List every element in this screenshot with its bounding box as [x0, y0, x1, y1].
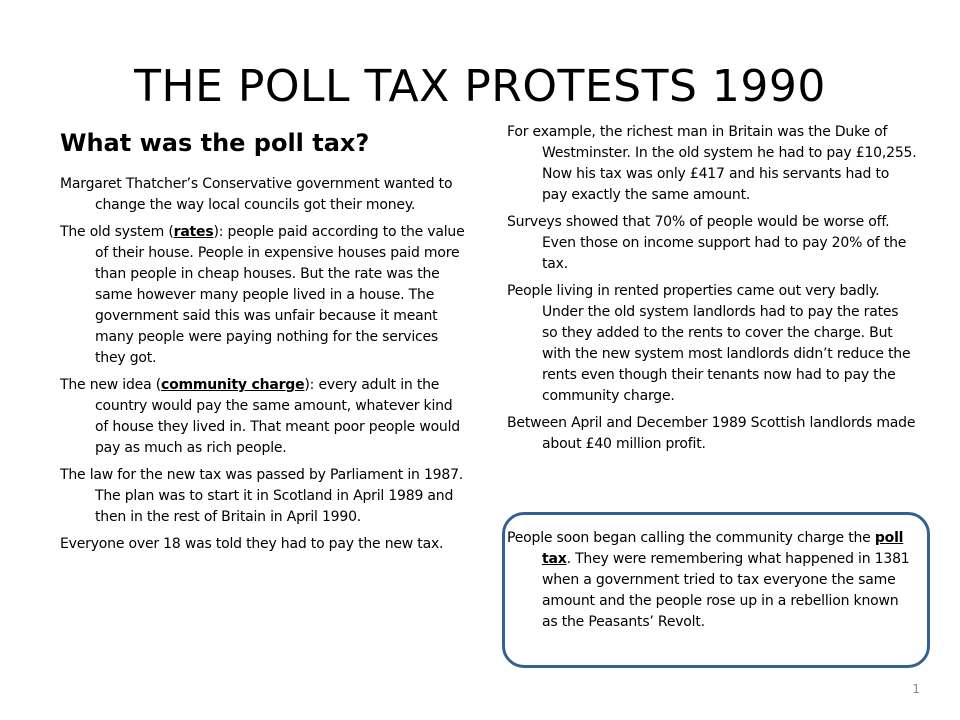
term-poll-tax: poll tax [542, 530, 904, 567]
paragraph-surveys: Surveys showed that 70% of people would be worse off. Even those on income support had to pay 20% of the tax. [507, 214, 907, 272]
callout-text [507, 528, 917, 639]
text-fragment: The old system ( [60, 224, 174, 240]
paragraph-example: For example, the richest man in Britain was the Duke of Westminster. In the old system he had to pay £10,255. Now his tax was only £417 and his servants had to pay exactly the same amount. [507, 124, 917, 203]
page-number: 1 [912, 682, 920, 696]
left-column [60, 122, 465, 561]
term-community-charge: community charge [160, 377, 305, 393]
paragraph-law: The law for the new tax was passed by Parliament in 1987. The plan was to start it in Scotland in April 1989 and then in the rest of Britain in April 1990. [60, 467, 464, 525]
term-rates: rates [173, 224, 214, 240]
paragraph-intro: Margaret Thatcher’s Conservative government wanted to change the way local councils got their money. [60, 176, 453, 213]
paragraph-poll-tax [507, 528, 917, 633]
text-fragment: People soon began calling the community charge the [507, 530, 875, 546]
text-fragment: ): every adult in the country would pay the same amount, whatever kind of house they lived in. That meant poor people would pay as much as rich people. [95, 377, 460, 456]
text-fragment: . They were remembering what happened in 1381 when a government tried to tax everyone the same amount and the people rose up in a rebellion known as the Peasants’ Revolt. [542, 551, 910, 630]
section-heading: What was the poll tax? [60, 129, 370, 157]
slide-title: THE POLL TAX PROTESTS 1990 [134, 61, 826, 112]
paragraph-everyone: Everyone over 18 was told they had to pay the new tax. [60, 536, 444, 552]
text-fragment: ): people paid according to the value of their house. People in expensive houses paid more than people in cheap houses. But the rate was the same however many people lived in a house. The government said this was unfair because it meant many people were paying nothing for the services they got. [95, 224, 465, 366]
paragraph-landlords: Between April and December 1989 Scottish landlords made about £40 million profit. [507, 415, 916, 452]
paragraph-new-idea [60, 375, 465, 459]
text-fragment: The new idea ( [60, 377, 161, 393]
paragraph-old-system [60, 222, 465, 369]
right-column [507, 122, 917, 461]
paragraph-renters: People living in rented properties came out very badly. Under the old system landlords had to pay the rates so they added to the rents to cover the charge. But with the new system most landlords didn’t reduce the rents even though their tenants now had to pay the community charge. [507, 283, 911, 404]
